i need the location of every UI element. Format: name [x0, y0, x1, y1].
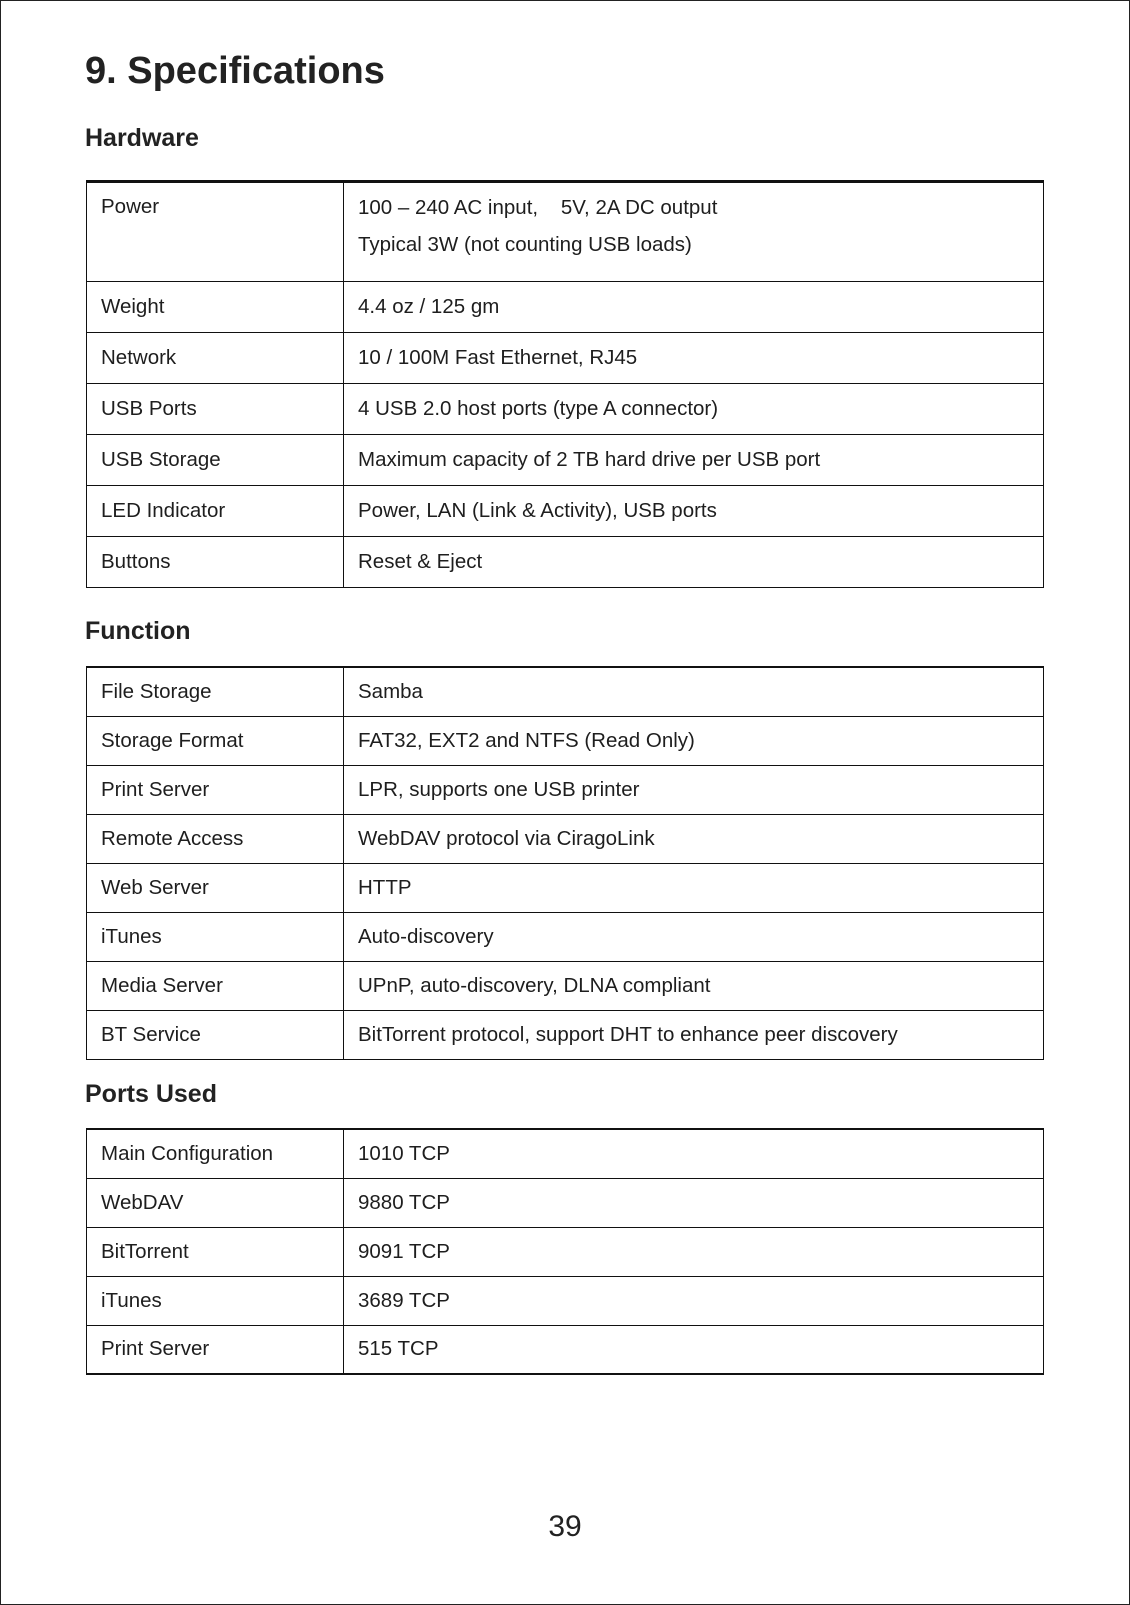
spec-key: Media Server [87, 961, 344, 1010]
spec-key: BT Service [87, 1010, 344, 1059]
port-service: BitTorrent [87, 1227, 344, 1276]
table-row [87, 961, 1044, 1010]
spec-value [344, 182, 1044, 282]
table-row [87, 182, 1044, 282]
spec-value: Auto-discovery [344, 912, 1044, 961]
spec-key: Print Server [87, 765, 344, 814]
hardware-table [86, 180, 1044, 588]
spec-key: Web Server [87, 863, 344, 912]
spec-key: LED Indicator [87, 486, 344, 537]
port-value: 1010 TCP [344, 1129, 1044, 1178]
hardware-heading: Hardware [85, 124, 199, 152]
spec-key: Power [87, 182, 344, 282]
table-row [87, 814, 1044, 863]
spec-value: 4.4 oz / 125 gm [344, 282, 1044, 333]
spec-value: UPnP, auto-discovery, DLNA compliant [344, 961, 1044, 1010]
function-heading: Function [85, 617, 191, 645]
spec-key: iTunes [87, 912, 344, 961]
table-row [87, 716, 1044, 765]
table-row [87, 1129, 1044, 1178]
spec-value: Power, LAN (Link & Activity), USB ports [344, 486, 1044, 537]
table-row [87, 1276, 1044, 1325]
spec-value-line: 100 – 240 AC input, 5V, 2A DC output [358, 196, 718, 219]
spec-key: Buttons [87, 537, 344, 588]
spec-key: Weight [87, 282, 344, 333]
spec-value-line: Typical 3W (not counting USB loads) [358, 233, 692, 256]
function-table [86, 666, 1044, 1060]
port-service: Print Server [87, 1325, 344, 1374]
table-row [87, 1227, 1044, 1276]
spec-value: 10 / 100M Fast Ethernet, RJ45 [344, 333, 1044, 384]
spec-value: Samba [344, 667, 1044, 716]
spec-value: BitTorrent protocol, support DHT to enhance peer discovery [344, 1010, 1044, 1059]
port-value: 515 TCP [344, 1325, 1044, 1374]
spec-value: Maximum capacity of 2 TB hard drive per USB port [344, 435, 1044, 486]
port-value: 9880 TCP [344, 1178, 1044, 1227]
table-row [87, 1325, 1044, 1374]
spec-key: Network [87, 333, 344, 384]
port-service: WebDAV [87, 1178, 344, 1227]
table-row [87, 435, 1044, 486]
page-number: 39 [548, 1510, 582, 1543]
ports-heading: Ports Used [85, 1080, 217, 1108]
spec-key: USB Storage [87, 435, 344, 486]
spec-value: WebDAV protocol via CiragoLink [344, 814, 1044, 863]
table-row [87, 1178, 1044, 1227]
spec-value: FAT32, EXT2 and NTFS (Read Only) [344, 716, 1044, 765]
page-title: 9. Specifications [85, 50, 385, 92]
table-row [87, 863, 1044, 912]
port-service: iTunes [87, 1276, 344, 1325]
spec-key: Remote Access [87, 814, 344, 863]
spec-key: USB Ports [87, 384, 344, 435]
table-row [87, 384, 1044, 435]
port-value: 9091 TCP [344, 1227, 1044, 1276]
port-service: Main Configuration [87, 1129, 344, 1178]
spec-key: File Storage [87, 667, 344, 716]
table-row [87, 282, 1044, 333]
table-row [87, 486, 1044, 537]
table-row [87, 667, 1044, 716]
table-row [87, 1010, 1044, 1059]
spec-value: 4 USB 2.0 host ports (type A connector) [344, 384, 1044, 435]
table-row [87, 765, 1044, 814]
table-row [87, 912, 1044, 961]
table-row [87, 333, 1044, 384]
spec-key: Storage Format [87, 716, 344, 765]
spec-value: LPR, supports one USB printer [344, 765, 1044, 814]
table-row [87, 537, 1044, 588]
spec-value: HTTP [344, 863, 1044, 912]
port-value: 3689 TCP [344, 1276, 1044, 1325]
spec-value: Reset & Eject [344, 537, 1044, 588]
ports-table [86, 1128, 1044, 1375]
